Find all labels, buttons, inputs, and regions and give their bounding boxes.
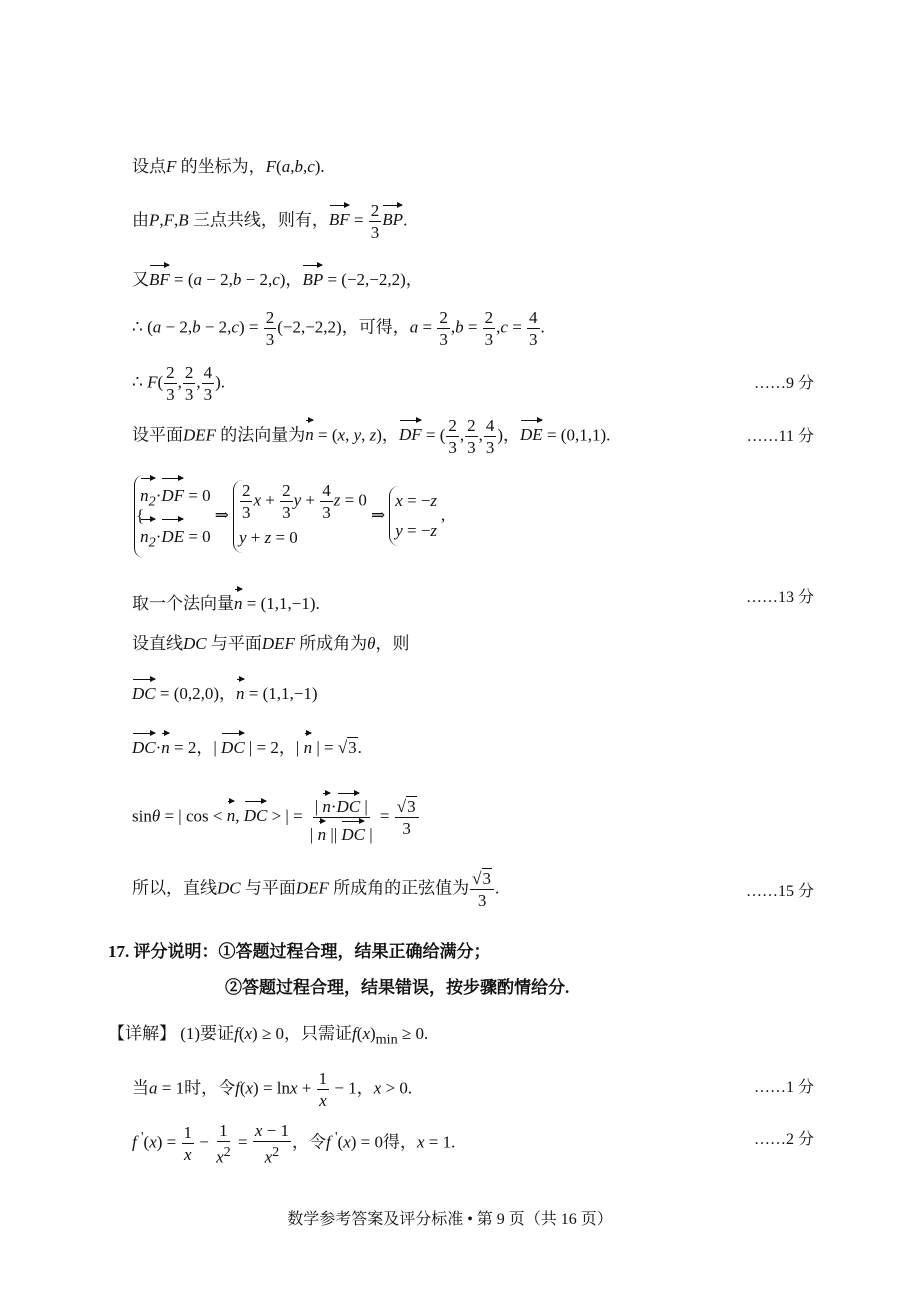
line-3: 又BF = (a − 2,b − 2,c)，BP = (−2,−2,2)， [132, 262, 423, 292]
line-5: ∴ F( $\frac{2}{3}$ , $\frac{2}{3}$ , $\frac{4}{3}$ ). [132, 363, 226, 404]
score-11: ……11 分 [746, 428, 814, 445]
line-8: 取一个法向量n = (1,1,−1). [132, 586, 320, 616]
line-1: 设点F 的坐标为，F(a,b,c). [132, 157, 325, 176]
line-9: 设直线DC 与平面DEF 所成角为θ，则 [132, 634, 410, 653]
line-4: ∴ (a − 2,b − 2,c) = $\frac{2}{3}$ (−2,−2,2)，可得，a = $\frac{2}{3}$ ,b = $\frac{2}{3}$ ,c = $\frac{4}{3}$ . [132, 308, 545, 349]
score-13: ……13 分 [745, 589, 814, 606]
line-12: sinθ = | cos < n, DC > | = $\frac{| n\cdot DC |}{| n || DC |}$ = $\frac{√3}{3}$ [132, 790, 420, 845]
page-footer: 数学参考答案及评分标准 • 第 9 页（共 16 页） [287, 1211, 613, 1228]
line-11: DC·n = 2，| DC | = 2，| n | = √3. [132, 730, 362, 760]
line-7-system: { $n_2\cdot DF = 0$ $n_2\cdot DE = 0$ ⇒ $\frac{2}{3}$ x + $\frac{2}{3}$ y + $\frac{4}{3}$ z = 0 y + z = 0 ⇒ x = −z y = −z , [132, 475, 445, 558]
line-16: 【详解】 (1)要证f(x) ≥ 0，只需证$f(x)_{min} \ge 0$. [108, 1024, 429, 1048]
grading-note-2: ②答题过程合理，结果错误，按步骤酌情给分. [225, 978, 570, 997]
line-18: f '(x) = $\frac{1}{x}$ − $\frac{1}{x^2}$ = $\frac{x - 1}{x^2}$ ，令f '(x) = 0得，x = 1. [132, 1121, 456, 1167]
grading-note-1: 17. 评分说明：①答题过程合理，结果正确给满分； [108, 942, 491, 961]
score-15: ……15 分 [745, 883, 814, 900]
line-10: DC = (0,2,0)，n = (1,1,−1) [132, 676, 318, 706]
score-1: ……1 分 [753, 1079, 814, 1096]
system-brace-1: { [136, 506, 145, 526]
line-2: 由P,F,B 三点共线，则有，BF = $\frac{2}{3}$ BP. [132, 201, 408, 242]
line-6: 设平面DEF 的法向量为n = (x, y, z)，DF = ( $\frac{2}{3}$ , $\frac{2}{3}$ , $\frac{4}{3}$ )，DE = (0,1,1). [132, 416, 611, 457]
line-17: 当a = 1时，令f(x) = lnx + $\frac{1}{x}$ − 1，x > 0. [132, 1069, 413, 1110]
score-9: ……9 分 [753, 375, 814, 392]
line-13: 所以，直线DC 与平面DEF 所成角的正弦值为 $\frac{√3}{3}$ . [132, 869, 500, 910]
score-2: ……2 分 [753, 1131, 814, 1148]
